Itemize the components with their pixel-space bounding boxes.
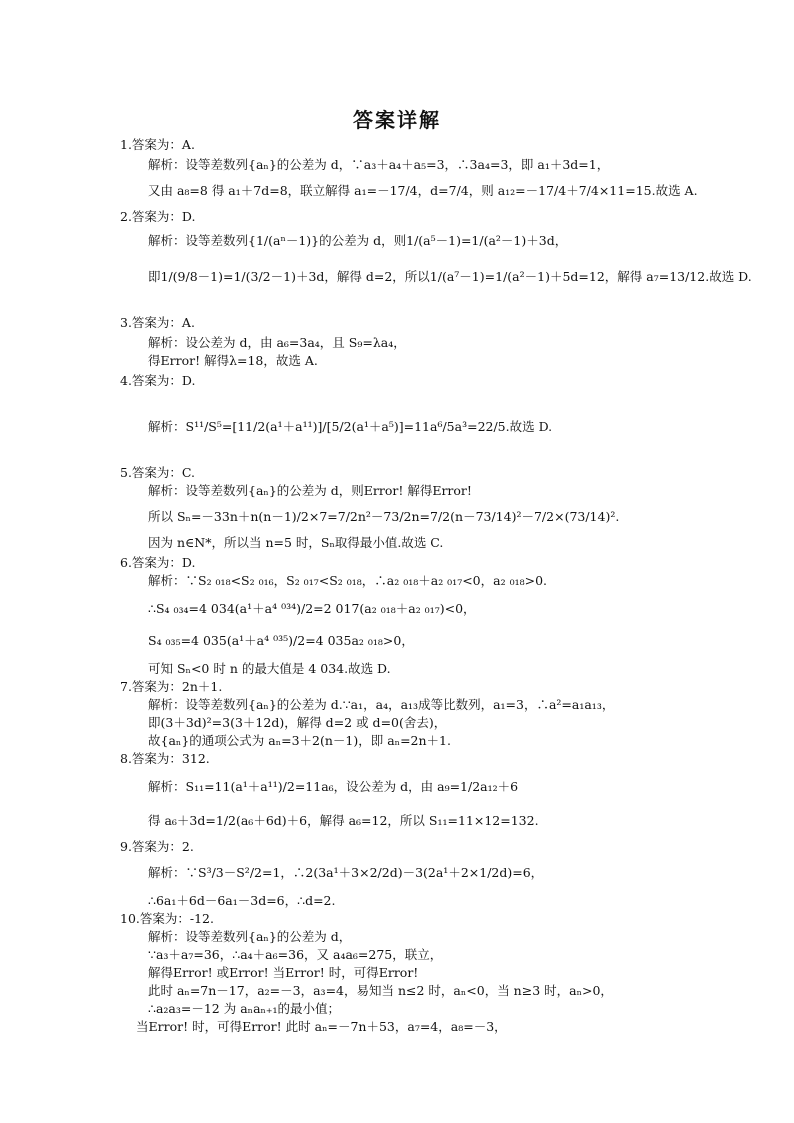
solution-line: 所以 Sₙ=－33n＋n(n－1)/2×7=7/2n²－73/2n=7/2(n－73/14)²－7/2×(73/14)².: [148, 509, 620, 524]
answer-line: 8.答案为：312.: [120, 751, 210, 766]
solution-line: ∴a₂a₃=－12 为 aₙaₙ₊₁的最小值；: [148, 1001, 341, 1016]
solution-line: 解得Error! 或Error! 当Error! 时，可得Error!: [148, 965, 419, 980]
answer-line: 9.答案为：2.: [120, 839, 194, 854]
solution-line: 当Error! 时，可得Error! 此时 aₙ=－7n＋53，a₇=4，a₈=－3，: [136, 1019, 507, 1034]
solution-line: 又由 a₈=8 得 a₁＋7d=8，联立解得 a₁=－17/4，d=7/4，则 a₁₂=－17/4＋7/4×11=15.故选 A.: [148, 183, 698, 198]
solution-line: 解析：∵S³/3－S²/2=1，∴2(3a¹＋3×2/2d)－3(2a¹＋2×1/2d)=6，: [148, 865, 544, 880]
solution-line: 得Error! 解得λ=18，故选 A.: [148, 353, 318, 368]
solution-line: S₄ ₀₃₅=4 035(a¹＋a⁴ ⁰³⁵)/2=4 035a₂ ₀₁₈>0，: [148, 633, 414, 648]
solution-line: 因为 n∈N*，所以当 n=5 时，Sₙ取得最小值.故选 C.: [148, 535, 444, 550]
solution-line: ∵a₃＋a₇=36，∴a₄＋a₆=36，又 a₄a₆=275，联立，: [148, 947, 443, 962]
answer-line: 3.答案为：A.: [120, 315, 195, 330]
solution-line: 得 a₆＋3d=1/2(a₆＋6d)＋6，解得 a₆=12，所以 S₁₁=11×12=132.: [148, 813, 539, 828]
solution-line: 解析：设等差数列{aₙ}的公差为 d，∵a₃＋a₄＋a₅=3，∴3a₄=3，即 a₁＋3d=1，: [148, 157, 610, 172]
solution-line: 此时 aₙ=7n－17，a₂=－3，a₃=4，易知当 n≤2 时，aₙ<0，当 n≥3 时，aₙ>0，: [148, 983, 613, 998]
solution-line: 解析：设等差数列{aₙ}的公差为 d，则Error! 解得Error!: [148, 483, 472, 498]
answer-line: 4.答案为：D.: [120, 373, 196, 388]
answer-line: 7.答案为：2n＋1.: [120, 679, 223, 694]
solution-line: 可知 Sₙ<0 时 n 的最大值是 4 034.故选 D.: [148, 661, 391, 676]
answer-line: 2.答案为：D.: [120, 209, 196, 224]
page-title: 答案详解: [353, 108, 441, 132]
solution-line: ∴S₄ ₀₃₄=4 034(a¹＋a⁴ ⁰³⁴)/2=2 017(a₂ ₀₁₈＋a₂ ₀₁₇)<0，: [148, 601, 476, 616]
answer-line: 10.答案为：-12.: [120, 911, 214, 926]
solution-line: 解析：S¹¹/S⁵=[11/2(a¹＋a¹¹)]/[5/2(a¹＋a⁵)]=11a⁶/5a³=22/5.故选 D.: [148, 419, 553, 434]
solution-line: 解析：设等差数列{1/(aⁿ－1)}的公差为 d，则1/(a⁵－1)=1/(a²－1)＋3d，: [148, 233, 568, 248]
solution-line: 故{aₙ}的通项公式为 aₙ=3＋2(n－1)，即 aₙ=2n＋1.: [148, 733, 451, 748]
answer-line: 1.答案为：A.: [120, 137, 195, 152]
solution-line: 即1/(9/8－1)=1/(3/2－1)＋3d，解得 d=2，所以1/(a⁷－1)=1/(a²－1)＋5d=12，解得 a₇=13/12.故选 D.: [148, 269, 752, 284]
solution-line: 解析：S₁₁=11(a¹＋a¹¹)/2=11a₆，设公差为 d，由 a₉=1/2a₁₂＋6: [148, 779, 519, 794]
solution-line: 解析：设等差数列{aₙ}的公差为 d.∵a₁，a₄，a₁₃成等比数列，a₁=3，∴a²=a₁a₁₃，: [148, 697, 615, 712]
answer-line: 6.答案为：D.: [120, 555, 196, 570]
solution-line: 即(3＋3d)²=3(3＋12d)，解得 d=2 或 d=0(舍去)，: [148, 715, 447, 730]
solution-line: 解析：设公差为 d，由 a₆=3a₄，且 S₉=λa₄，: [148, 335, 406, 350]
answer-line: 5.答案为：C.: [120, 465, 196, 480]
solution-line: 解析：设等差数列{aₙ}的公差为 d，: [148, 929, 352, 944]
solution-line: ∴6a₁＋6d－6a₁－3d=6，∴d=2.: [148, 893, 336, 908]
solution-line: 解析：∵S₂ ₀₁₈<S₂ ₀₁₆，S₂ ₀₁₇<S₂ ₀₁₈，∴a₂ ₀₁₈＋a₂ ₀₁₇<0，a₂ ₀₁₈>0.: [148, 573, 548, 588]
